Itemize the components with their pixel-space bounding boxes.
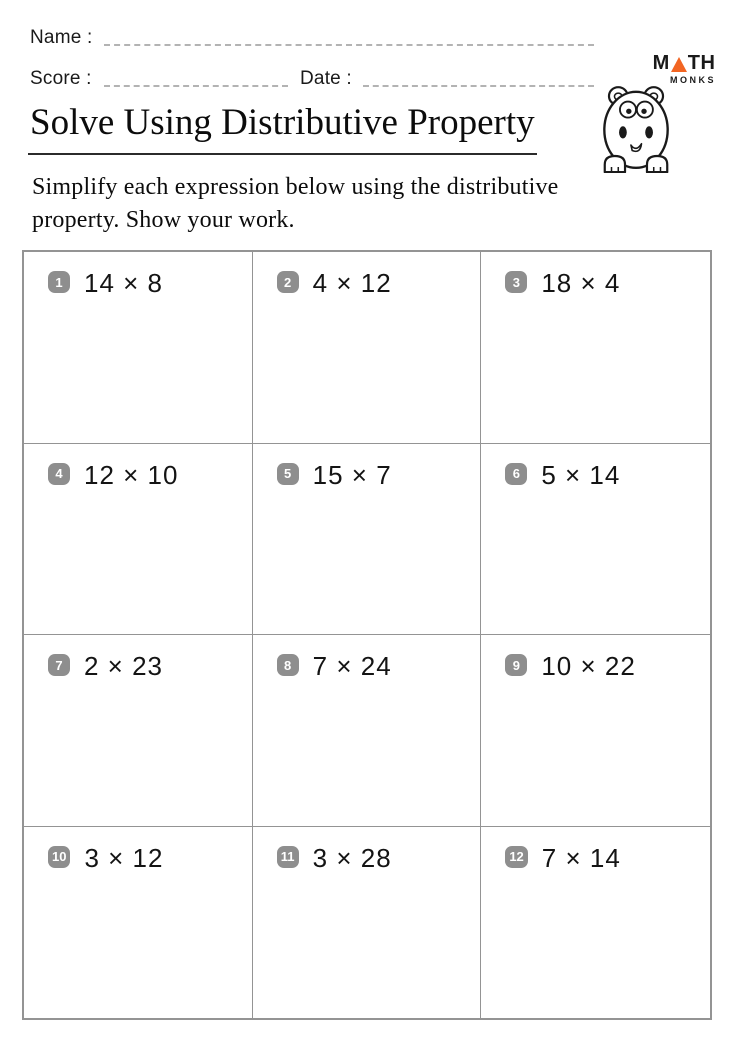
problem-cell-6: [481, 444, 710, 636]
page-title: Solve Using Distributive Property: [30, 102, 535, 143]
problem-number-badge: 12: [505, 846, 527, 868]
problem-cell-5: [253, 444, 482, 636]
problem-expression: 2 × 23: [84, 651, 164, 681]
logo-subtitle: MONKS: [670, 75, 716, 85]
logo-text-m: M: [652, 52, 670, 74]
problem-number-badge: 3: [505, 271, 527, 293]
name-label: Name :: [30, 27, 93, 48]
problem-expression: 4 × 12: [312, 268, 392, 298]
problem-cell-8: [253, 635, 482, 827]
problem-expression: 7 × 24: [312, 651, 392, 681]
instructions: [32, 171, 559, 237]
problem-number-badge: 7: [48, 654, 70, 676]
problem-expression: 12 × 10: [84, 459, 179, 490]
problem-expression: 5 × 14: [541, 459, 621, 490]
problem-expression: 15 × 7: [312, 459, 392, 490]
problem-number-badge: 5: [277, 463, 299, 485]
problems-grid: [22, 250, 712, 1020]
problem-number-badge: 10: [48, 846, 70, 868]
score-blank-line[interactable]: [104, 85, 288, 87]
problem-expression: 10 × 22: [541, 651, 636, 681]
problem-number-badge: 9: [505, 654, 527, 676]
problem-number-badge: 2: [277, 271, 299, 293]
problem-cell-2: [253, 252, 482, 444]
problem-cell-11: [253, 827, 482, 1019]
logo-text-th: TH: [687, 52, 716, 74]
instructions-line-1: Simplify each expression below using the distributive: [32, 174, 559, 200]
problem-cell-12: [481, 827, 710, 1019]
problem-number-badge: 1: [48, 271, 70, 293]
hippo-mascot-icon: [598, 85, 674, 178]
problem-cell-10: [24, 827, 253, 1019]
title-underline: [28, 153, 537, 155]
problem-number-badge: 11: [277, 846, 299, 868]
logo-triangle-icon: [671, 57, 687, 72]
date-blank-line[interactable]: [363, 85, 594, 87]
logo-wordmark: [652, 53, 716, 73]
problem-expression: 3 × 28: [312, 842, 392, 873]
problem-cell-3: [481, 252, 710, 444]
math-monks-logo: [652, 53, 716, 85]
date-label: Date :: [300, 68, 352, 89]
problem-cell-7: [24, 635, 253, 827]
problem-number-badge: 6: [505, 463, 527, 485]
problem-cell-1: [24, 252, 253, 444]
name-blank-line[interactable]: [104, 44, 594, 46]
problem-expression: 14 × 8: [84, 268, 164, 298]
problem-expression: 7 × 14: [541, 842, 621, 873]
problem-expression: 18 × 4: [541, 268, 621, 298]
score-label: Score :: [30, 68, 92, 89]
problem-cell-9: [481, 635, 710, 827]
problem-number-badge: 8: [277, 654, 299, 676]
instructions-line-2: property. Show your work.: [32, 207, 295, 233]
problem-expression: 3 × 12: [84, 842, 164, 873]
problem-number-badge: 4: [48, 463, 70, 485]
problem-cell-4: [24, 444, 253, 636]
